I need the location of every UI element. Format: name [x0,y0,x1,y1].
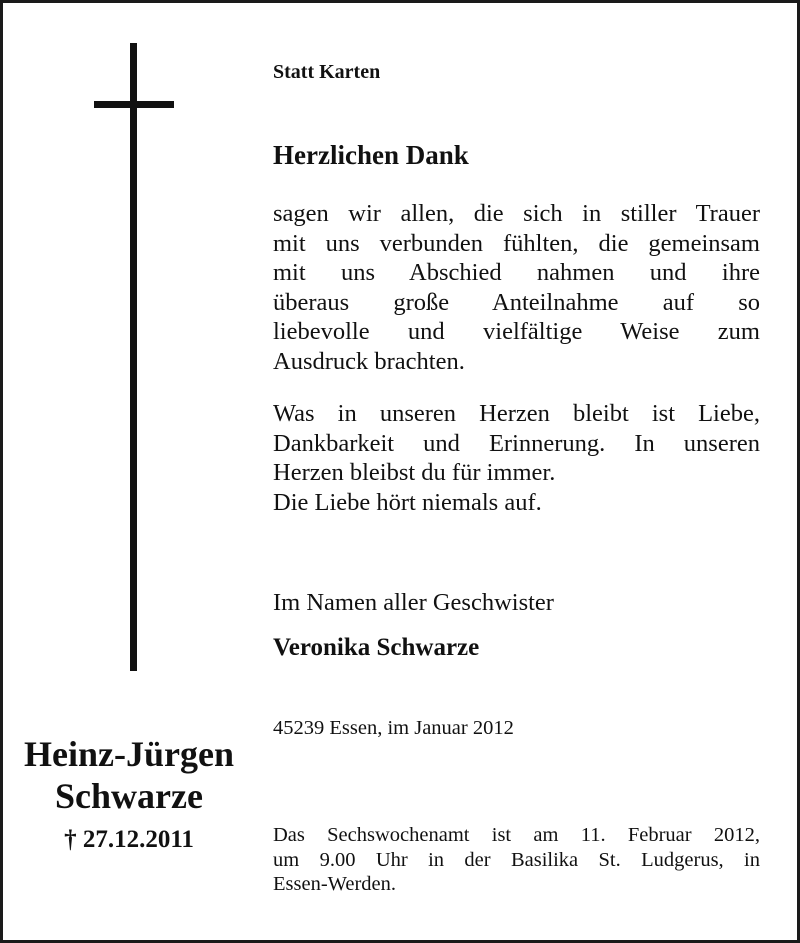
cross-horizontal-bar [94,101,174,108]
paragraph-line: mit uns verbunden fühlten, die gemeinsam [273,229,760,257]
mass-note [273,823,760,897]
paragraph-line: Ausdruck brachten. [273,347,465,375]
deceased-first-name: Heinz-Jürgen [24,734,234,774]
note-line: Das Sechswochenamt ist am 11. Februar 2012, [273,824,760,846]
memory-paragraph [273,399,760,517]
notice-heading: Herzlichen Dank [273,140,469,170]
paragraph-line: überaus große Anteilnahme auf so [273,288,760,316]
paragraph-line: sagen wir allen, die sich in stiller Trauer [273,200,760,227]
death-date: † 27.12.2011 [64,826,194,853]
paragraph-line: Dankbarkeit und Erinnerung. In unseren [273,429,760,457]
deceased-name [13,733,245,817]
paragraph-line: Die Liebe hört niemals auf. [273,488,542,516]
notice-header: Statt Karten [273,61,381,83]
paragraph-line: Was in unseren Herzen bleibt ist Liebe, [273,400,760,427]
paragraph-line: liebevolle und vielfältige Weise zum [273,318,760,346]
on-behalf-line: Im Namen aller Geschwister [273,589,554,616]
signer-name: Veronika Schwarze [273,634,480,661]
cross-vertical-bar [130,43,137,671]
paragraph-line: Herzen bleibst du für immer. [273,459,556,487]
place-date: 45239 Essen, im Januar 2012 [273,717,514,739]
paragraph-line: mit uns Abschied nahmen und ihre [273,259,760,287]
note-line: Essen-Werden. [273,873,397,895]
note-line: um 9.00 Uhr in der Basilika St. Ludgerus, in [273,848,760,871]
deceased-last-name: Schwarze [55,776,203,816]
thanks-paragraph [273,199,760,377]
